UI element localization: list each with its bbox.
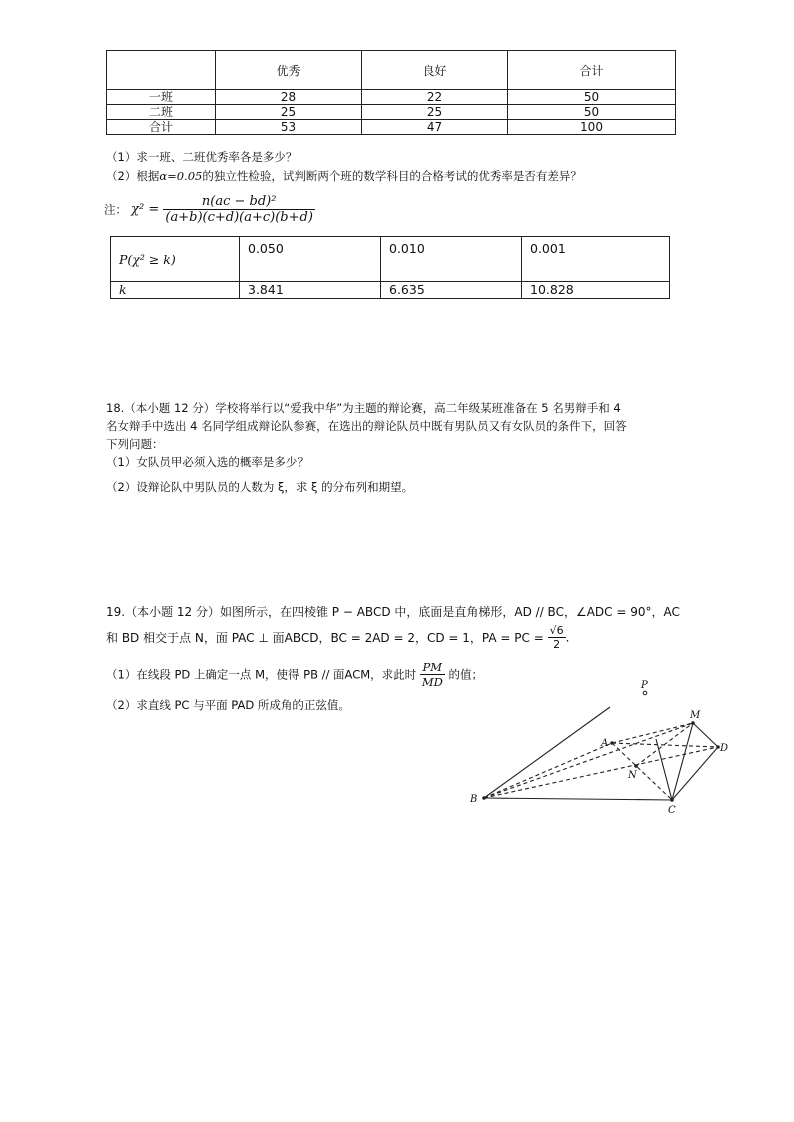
table-cell: 100	[508, 120, 676, 135]
table-cell: 一班	[107, 90, 216, 105]
table-cell: 53	[216, 120, 362, 135]
point-P	[643, 691, 647, 695]
table-cell: 25	[362, 105, 508, 120]
table-cell: 3.841	[240, 282, 381, 299]
q19-fraction	[548, 624, 566, 651]
point-N	[634, 764, 638, 768]
table-header-cell	[107, 51, 216, 90]
label-A: A	[601, 738, 609, 749]
table-header-cell: 优秀	[216, 51, 362, 90]
edge-CN	[656, 739, 672, 800]
edge-AM	[612, 723, 693, 743]
q17-sub2-suffix: 的独立性检验，试判断两个班的数学科目的合格考试的优秀率是否有差异？	[202, 169, 582, 183]
q19-sub2: （2）求直线 PC 与平面 PAD 所成角的正弦值。	[106, 698, 350, 712]
table-row	[107, 90, 676, 105]
q17-sub1: （1）求一班、二班优秀率各是多少？	[106, 150, 298, 164]
point-M	[691, 721, 695, 725]
pyramid-figure	[460, 675, 740, 825]
table-cell: 47	[362, 120, 508, 135]
point-C	[670, 798, 674, 802]
edge-NM	[636, 723, 693, 766]
critical-value-table	[110, 236, 670, 299]
q18-sub2: （2）设辩论队中男队员的人数为 ξ，求 ξ 的分布列和期望。	[106, 480, 414, 494]
q19-line2-end: .	[565, 630, 570, 645]
label-P: P	[641, 680, 648, 691]
edge-BC	[484, 798, 672, 800]
table-cell: 28	[216, 90, 362, 105]
table-row	[111, 282, 670, 299]
chi-lhs: χ² =	[131, 202, 160, 217]
table-cell: 0.010	[381, 237, 522, 282]
table-cell: k	[111, 282, 240, 299]
label-D: D	[720, 743, 729, 754]
q19-line2-text: 和 BD 相交于点 N，面 PAC ⊥ 面ABCD，BC = 2AD = 2，CD = 1，PA = PC =	[106, 631, 544, 645]
q17-sub2-prefix: （2）根据	[106, 169, 160, 183]
q19-fraction-num: √6	[549, 624, 564, 637]
table-header-cell: 合计	[508, 51, 676, 90]
chi-square-formula	[104, 194, 315, 225]
q19-sub1-fraction-den: MD	[421, 675, 443, 689]
q19-sub1-fraction	[420, 660, 445, 689]
label-C: C	[668, 805, 676, 816]
table-cell: 50	[508, 105, 676, 120]
q19-sub1-fraction-num: PM	[420, 660, 445, 675]
q19-fraction-den: 2	[553, 638, 561, 651]
table-header-cell: 良好	[362, 51, 508, 90]
score-table	[106, 50, 676, 135]
note-label: 注：	[104, 202, 127, 217]
table-cell: 二班	[107, 105, 216, 120]
point-A	[610, 741, 614, 745]
q18-sub1: （1）女队员甲必须入选的概率是多少？	[106, 455, 309, 469]
label-M: M	[690, 710, 701, 721]
table-cell: 合计	[107, 120, 216, 135]
formula-numerator: n(ac − bd)²	[163, 194, 315, 210]
q19-sub1-text: （1）在线段 PD 上确定一点 M，使得 PB // 面ACM，求此时	[106, 667, 417, 682]
formula-denominator: (a+b)(c+d)(a+c)(b+d)	[165, 210, 313, 225]
table-cell: P(χ² ≥ k)	[111, 237, 240, 282]
point-B	[482, 796, 486, 800]
edge-MD	[693, 723, 718, 747]
table-row	[107, 120, 676, 135]
q19-line2	[106, 624, 569, 651]
table-cell: 0.050	[240, 237, 381, 282]
table-cell: 6.635	[381, 282, 522, 299]
q18-line3: 下列问题：	[106, 437, 164, 451]
table-cell: 22	[362, 90, 508, 105]
label-B: B	[470, 794, 478, 805]
q19-line1: 19.（本小题 12 分）如图所示，在四棱锥 P − ABCD 中，底面是直角梯形，AD // BC，∠ADC = 90°，AC	[106, 605, 680, 619]
q18-line2: 名女辩手中选出 4 名同学组成辩论队参赛，在选出的辩论队员中既有男队员又有女队员的条件下，回答	[106, 419, 627, 433]
q19-sub1-suffix: 的值；	[448, 667, 483, 682]
table-row	[111, 237, 670, 282]
label-N: N	[628, 770, 637, 781]
table-cell: 50	[508, 90, 676, 105]
formula-fraction	[163, 194, 315, 225]
table-row	[107, 105, 676, 120]
q17-alpha: α=0.05	[159, 169, 203, 183]
q19-sub1	[106, 660, 483, 689]
table-cell: 25	[216, 105, 362, 120]
q17-sub2	[106, 168, 582, 184]
q18-line1: 18.（本小题 12 分）学校将举行以“爱我中华”为主题的辩论赛，高二年级某班准备在 5 名男辩手和 4	[106, 401, 621, 415]
edge-AC	[612, 743, 672, 800]
table-cell: 10.828	[522, 282, 670, 299]
table-cell: 0.001	[522, 237, 670, 282]
